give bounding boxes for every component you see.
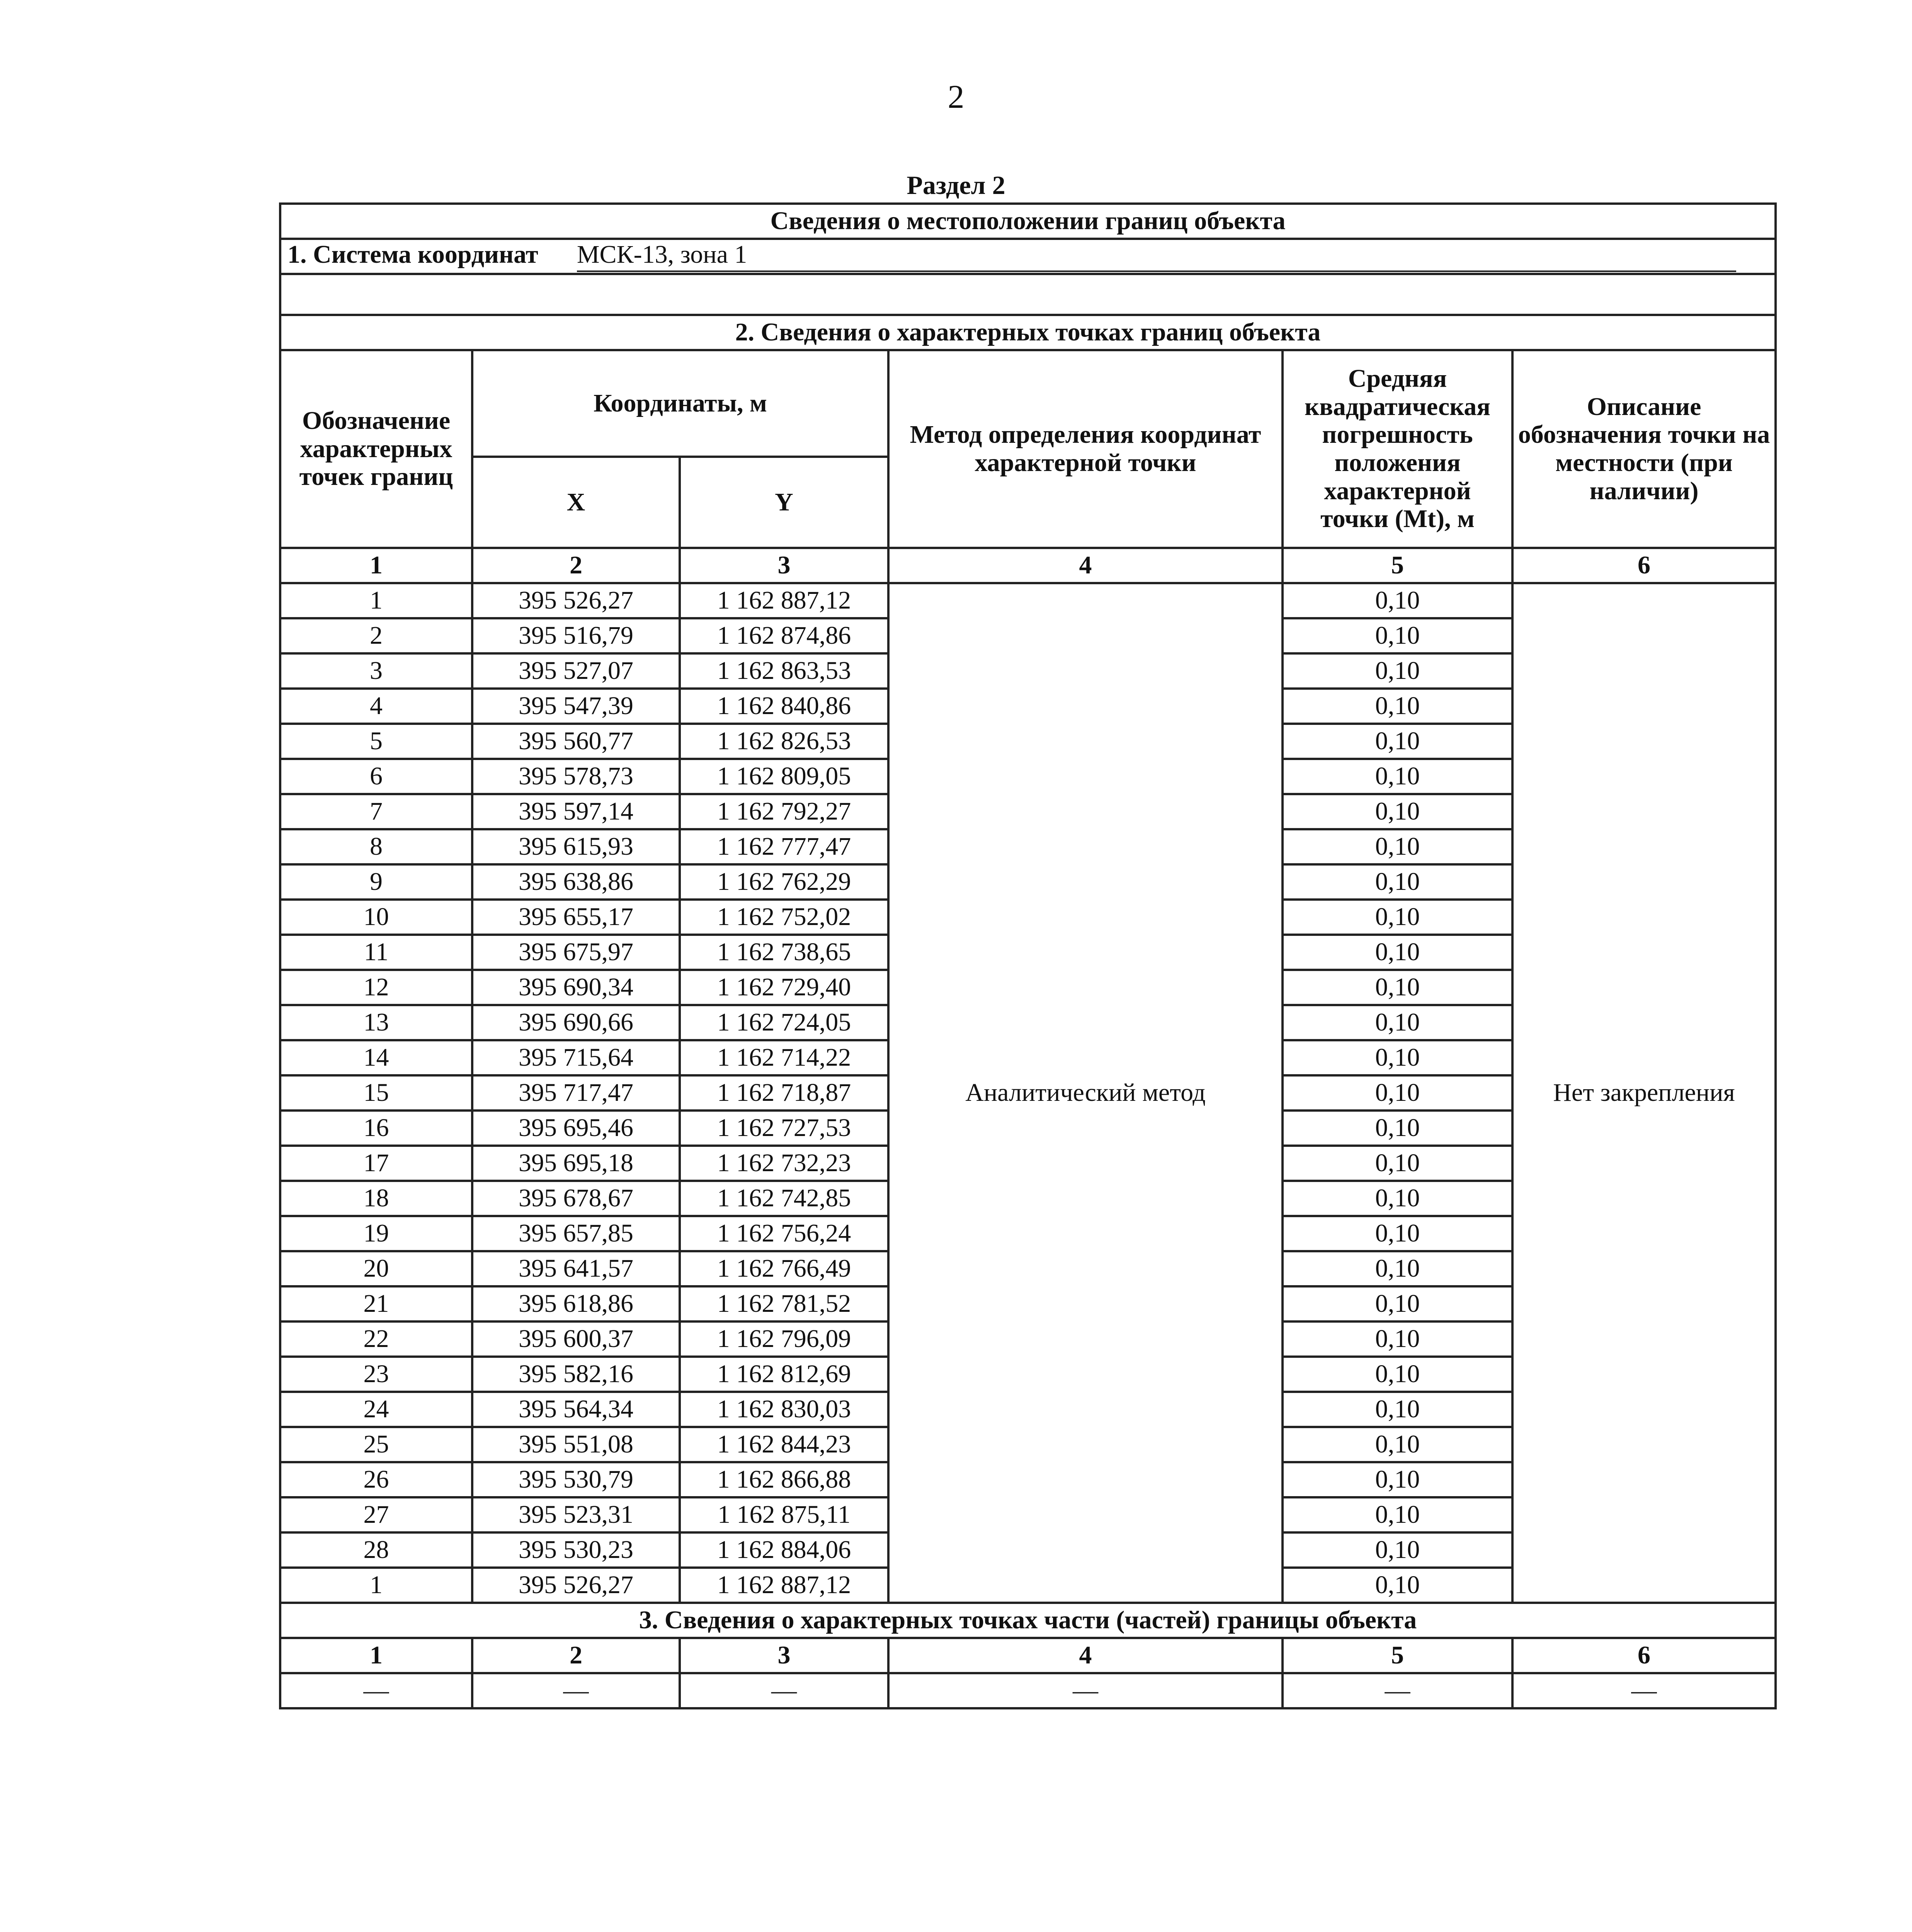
point-y: 1 162 840,86 — [680, 689, 888, 724]
point-x: 395 618,86 — [472, 1286, 680, 1321]
point-y: 1 162 781,52 — [680, 1286, 888, 1321]
point-x: 395 526,27 — [472, 583, 680, 618]
point-error: 0,10 — [1283, 900, 1512, 935]
point-x: 395 527,07 — [472, 653, 680, 689]
location-header: Сведения о местоположении границ объекта — [280, 204, 1776, 239]
col-error-header: Средняя квадратическая погрешность положения характерной точки (Mt), м — [1283, 350, 1512, 548]
point-error: 0,10 — [1283, 1251, 1512, 1286]
point-x: 395 547,39 — [472, 689, 680, 724]
point-y: 1 162 826,53 — [680, 724, 888, 759]
point-y: 1 162 812,69 — [680, 1357, 888, 1392]
point-error: 0,10 — [1283, 618, 1512, 653]
column-number: 6 — [1512, 548, 1776, 583]
point-number: 13 — [280, 1005, 472, 1040]
blank-row — [280, 274, 1776, 315]
point-number: 9 — [280, 864, 472, 900]
point-number: 21 — [280, 1286, 472, 1321]
point-y: 1 162 875,11 — [680, 1497, 888, 1532]
point-y: 1 162 777,47 — [680, 829, 888, 864]
point-error: 0,10 — [1283, 970, 1512, 1005]
column-number: 1 — [280, 1638, 472, 1673]
parts-cell: — — [680, 1673, 888, 1708]
point-x: 395 690,34 — [472, 970, 680, 1005]
point-y: 1 162 887,12 — [680, 1568, 888, 1603]
point-error: 0,10 — [1283, 1040, 1512, 1075]
point-number: 1 — [280, 1568, 472, 1603]
point-y: 1 162 887,12 — [680, 583, 888, 618]
point-error: 0,10 — [1283, 689, 1512, 724]
point-y: 1 162 884,06 — [680, 1532, 888, 1568]
column-number-row — [280, 548, 1776, 583]
point-error: 0,10 — [1283, 1532, 1512, 1568]
table-row — [280, 583, 1776, 618]
point-x: 395 597,14 — [472, 794, 680, 829]
point-x: 395 530,79 — [472, 1462, 680, 1497]
point-error: 0,10 — [1283, 1568, 1512, 1603]
point-x: 395 582,16 — [472, 1357, 680, 1392]
column-number: 4 — [888, 1638, 1283, 1673]
point-y: 1 162 830,03 — [680, 1392, 888, 1427]
parts-section-title: 3. Сведения о характерных точках части (частей) границы объекта — [280, 1603, 1776, 1638]
coord-system-label: 1. Система координат — [287, 240, 538, 269]
point-error: 0,10 — [1283, 1146, 1512, 1181]
point-number: 19 — [280, 1216, 472, 1251]
point-y: 1 162 762,29 — [680, 864, 888, 900]
point-x: 395 717,47 — [472, 1075, 680, 1111]
parts-row — [280, 1673, 1776, 1708]
point-x: 395 655,17 — [472, 900, 680, 935]
point-y: 1 162 714,22 — [680, 1040, 888, 1075]
point-y: 1 162 727,53 — [680, 1111, 888, 1146]
parts-column-number-row — [280, 1638, 1776, 1673]
point-error: 0,10 — [1283, 794, 1512, 829]
point-error: 0,10 — [1283, 1321, 1512, 1357]
method-cell: Аналитический метод — [888, 583, 1283, 1603]
point-error: 0,10 — [1283, 1462, 1512, 1497]
point-number: 26 — [280, 1462, 472, 1497]
point-number: 12 — [280, 970, 472, 1005]
column-number: 3 — [680, 548, 888, 583]
point-error: 0,10 — [1283, 1427, 1512, 1462]
point-x: 395 641,57 — [472, 1251, 680, 1286]
point-y: 1 162 863,53 — [680, 653, 888, 689]
point-x: 395 551,08 — [472, 1427, 680, 1462]
point-y: 1 162 844,23 — [680, 1427, 888, 1462]
column-number: 6 — [1512, 1638, 1776, 1673]
point-number: 3 — [280, 653, 472, 689]
col-x-header: X — [472, 457, 680, 548]
point-error: 0,10 — [1283, 653, 1512, 689]
column-number: 2 — [472, 548, 680, 583]
point-number: 7 — [280, 794, 472, 829]
point-error: 0,10 — [1283, 1392, 1512, 1427]
col-coordinates-header: Координаты, м — [472, 350, 888, 457]
point-x: 395 516,79 — [472, 618, 680, 653]
point-x: 395 695,18 — [472, 1146, 680, 1181]
point-number: 23 — [280, 1357, 472, 1392]
point-number: 11 — [280, 935, 472, 970]
point-error: 0,10 — [1283, 1357, 1512, 1392]
point-number: 1 — [280, 583, 472, 618]
point-x: 395 690,66 — [472, 1005, 680, 1040]
point-number: 10 — [280, 900, 472, 935]
point-x: 395 530,23 — [472, 1532, 680, 1568]
point-x: 395 526,27 — [472, 1568, 680, 1603]
point-y: 1 162 792,27 — [680, 794, 888, 829]
point-number: 6 — [280, 759, 472, 794]
point-error: 0,10 — [1283, 1075, 1512, 1111]
parts-cell: — — [1512, 1673, 1776, 1708]
page-number: 2 — [947, 78, 965, 115]
parts-cell: — — [1283, 1673, 1512, 1708]
point-y: 1 162 729,40 — [680, 970, 888, 1005]
point-error: 0,10 — [1283, 1005, 1512, 1040]
point-y: 1 162 766,49 — [680, 1251, 888, 1286]
point-error: 0,10 — [1283, 1497, 1512, 1532]
col-designation-header: Обозначение характерных точек границ — [280, 350, 472, 548]
column-number: 2 — [472, 1638, 680, 1673]
point-error: 0,10 — [1283, 583, 1512, 618]
point-error: 0,10 — [1283, 1111, 1512, 1146]
point-x: 395 578,73 — [472, 759, 680, 794]
point-y: 1 162 738,65 — [680, 935, 888, 970]
point-number: 18 — [280, 1181, 472, 1216]
point-y: 1 162 752,02 — [680, 900, 888, 935]
point-x: 395 715,64 — [472, 1040, 680, 1075]
column-number: 5 — [1283, 548, 1512, 583]
point-error: 0,10 — [1283, 759, 1512, 794]
point-number: 5 — [280, 724, 472, 759]
point-x: 395 678,67 — [472, 1181, 680, 1216]
col-method-header: Метод определения координат характерной точки — [888, 350, 1283, 548]
point-number: 16 — [280, 1111, 472, 1146]
point-number: 22 — [280, 1321, 472, 1357]
point-error: 0,10 — [1283, 864, 1512, 900]
point-error: 0,10 — [1283, 935, 1512, 970]
point-y: 1 162 718,87 — [680, 1075, 888, 1111]
point-number: 27 — [280, 1497, 472, 1532]
point-error: 0,10 — [1283, 1286, 1512, 1321]
point-error: 0,10 — [1283, 829, 1512, 864]
point-error: 0,10 — [1283, 1181, 1512, 1216]
point-number: 8 — [280, 829, 472, 864]
point-x: 395 695,46 — [472, 1111, 680, 1146]
point-y: 1 162 724,05 — [680, 1005, 888, 1040]
column-number: 5 — [1283, 1638, 1512, 1673]
point-number: 25 — [280, 1427, 472, 1462]
points-section-title: 2. Сведения о характерных точках границ объекта — [280, 315, 1776, 350]
point-x: 395 675,97 — [472, 935, 680, 970]
parts-cell: — — [888, 1673, 1283, 1708]
point-y: 1 162 732,23 — [680, 1146, 888, 1181]
point-x: 395 564,34 — [472, 1392, 680, 1427]
point-number: 2 — [280, 618, 472, 653]
col-y-header: Y — [680, 457, 888, 548]
point-y: 1 162 742,85 — [680, 1181, 888, 1216]
point-number: 24 — [280, 1392, 472, 1427]
point-x: 395 523,31 — [472, 1497, 680, 1532]
point-y: 1 162 756,24 — [680, 1216, 888, 1251]
point-y: 1 162 809,05 — [680, 759, 888, 794]
point-x: 395 657,85 — [472, 1216, 680, 1251]
point-error: 0,10 — [1283, 1216, 1512, 1251]
parts-cell: — — [280, 1673, 472, 1708]
col-description-header: Описание обозначения точки на местности (при наличии) — [1512, 350, 1776, 548]
point-error: 0,10 — [1283, 724, 1512, 759]
point-y: 1 162 866,88 — [680, 1462, 888, 1497]
point-number: 14 — [280, 1040, 472, 1075]
point-y: 1 162 874,86 — [680, 618, 888, 653]
point-number: 20 — [280, 1251, 472, 1286]
point-x: 395 560,77 — [472, 724, 680, 759]
point-number: 4 — [280, 689, 472, 724]
description-cell: Нет закрепления — [1512, 583, 1776, 1603]
column-number: 3 — [680, 1638, 888, 1673]
coord-system-value: МСК-13, зона 1 — [577, 241, 1736, 272]
point-x: 395 638,86 — [472, 864, 680, 900]
coord-system-row — [280, 239, 1776, 274]
section-title: Раздел 2 — [907, 170, 1005, 200]
parts-cell: — — [472, 1673, 680, 1708]
point-y: 1 162 796,09 — [680, 1321, 888, 1357]
point-number: 28 — [280, 1532, 472, 1568]
boundary-table — [279, 202, 1777, 1709]
point-number: 17 — [280, 1146, 472, 1181]
point-number: 15 — [280, 1075, 472, 1111]
point-x: 395 615,93 — [472, 829, 680, 864]
point-x: 395 600,37 — [472, 1321, 680, 1357]
column-number: 1 — [280, 548, 472, 583]
column-number: 4 — [888, 548, 1283, 583]
